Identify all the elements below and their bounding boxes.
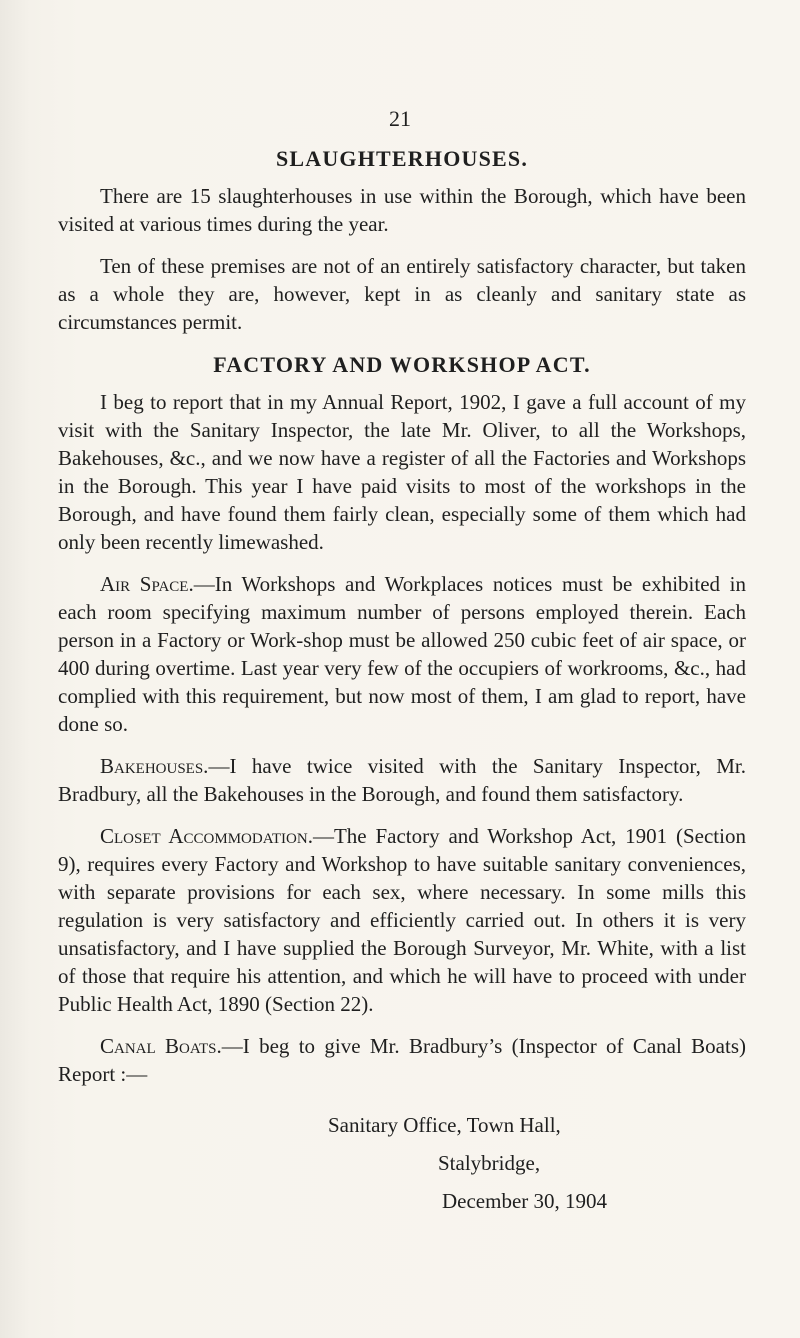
bakehouses-paragraph [58,752,746,808]
slaughterhouses-paragraph-2: Ten of these premises are not of an entirely satisfactory character, but taken as a whole they are, however, kept in as cleanly and sanitary state as circumstances permit. [58,254,746,334]
page-number: 21 [389,106,411,131]
document-body [58,144,746,1220]
factory-workshop-heading: FACTORY AND WORKSHOP ACT. [213,352,591,377]
canal-boats-lead: Canal Boats. [100,1034,222,1058]
bakehouses-text: —I have twice visited with the Sanitary Inspector, Mr. Bradbury, all the Bakehouses in the Borough, and found them satisfactory. [58,754,746,806]
closet-accommodation-text: —The Factory and Workshop Act, 1901 (Section 9), requires every Factory and Workshop to have suitable sanitary conveniences, with separate provisions for each sex, where necessary. In some mills this regulation is very satisfactory and efficiently carried out. In others it is very unsatisfactory, and I have supplied the Borough Surveyor, Mr. White, with a list of those that require his attention, and which he will have to proceed with under Public Health Act, 1890 (Section 22). [58,824,746,1016]
air-space-paragraph [58,570,746,738]
air-space-lead: Air Space. [100,572,194,596]
canal-boats-text: —I beg to give Mr. Bradbury’s (Inspector of Canal Boats) Report :— [58,1034,746,1086]
factory-workshop-paragraph: I beg to report that in my Annual Report, 1902, I gave a full account of my visit with the Sanitary Inspector, the late Mr. Oliver, to all the Workshops, Bakehouses, &c., and we now have a register of all the Factories and Workshops in the Borough. This year I have paid visits to most of the workshops in the Borough, and have found them fairly clean, especially some of them which had only been recently limewashed. [58,390,746,554]
slaughterhouses-paragraph-1: There are 15 slaughterhouses in use within the Borough, which have been visited at various times during the year. [58,184,746,236]
air-space-text: —In Workshops and Workplaces notices must be exhibited in each room specifying maximum number of persons employed therein. Each person in a Factory or Work-shop must be allowed 250 cubic feet of air space, or 400 during overtime. Last year very few of the occupiers of workrooms, &c., had complied with this requirement, but now most of them, I am glad to report, have done so. [58,572,747,736]
canal-boats-paragraph [58,1032,746,1088]
signature-office: Sanitary Office, Town Hall, [328,1113,561,1137]
bakehouses-lead: Bakehouses. [100,754,209,778]
signature-block [58,1106,746,1220]
closet-accommodation-paragraph [58,822,746,1018]
signature-date: December 30, 1904 [442,1189,608,1213]
slaughterhouses-heading: SLAUGHTERHOUSES. [275,146,529,171]
closet-accommodation-lead: Closet Accommodation. [100,824,313,848]
signature-town: Stalybridge, [438,1151,541,1175]
